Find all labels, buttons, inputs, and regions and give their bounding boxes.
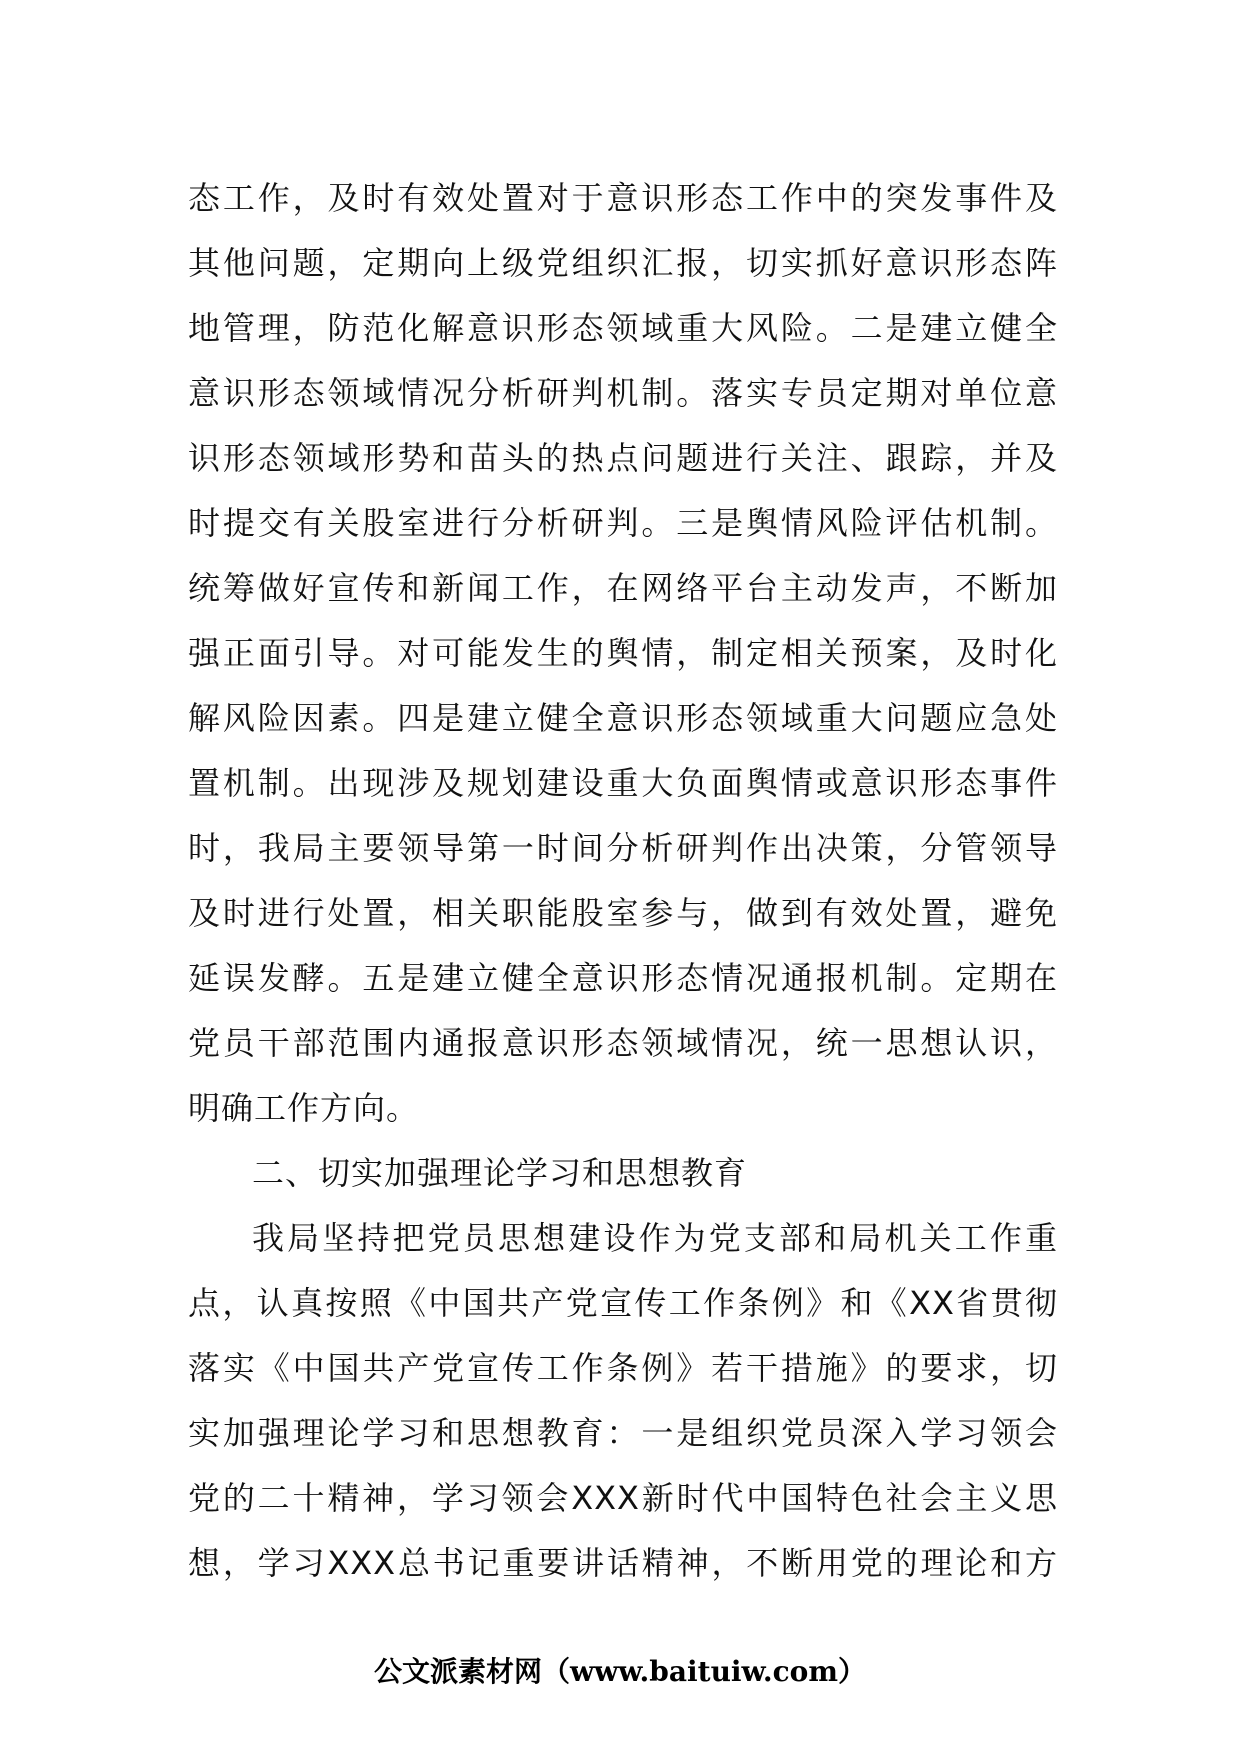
text-line: 强正面引导。对可能发生的舆情，制定相关预案，及时化 <box>188 634 1058 672</box>
text-line: 识形态领域形势和苗头的热点问题进行关注、跟踪，并及 <box>188 439 1058 477</box>
text-line: 延误发酵。五是建立健全意识形态情况通报机制。定期在 <box>188 959 1058 997</box>
text-line: 置机制。出现涉及规划建设重大负面舆情或意识形态事件 <box>188 764 1058 802</box>
section-heading: 二、切实加强理论学习和思想教育 <box>252 1154 748 1192</box>
footer-watermark: 公文派素材网（www.baituiw.com） <box>374 1655 866 1688</box>
text-line: 明确工作方向。 <box>188 1089 420 1127</box>
text-line: 统筹做好宣传和新闻工作，在网络平台主动发声，不断加 <box>188 569 1058 607</box>
text-line: 党员干部范围内通报意识形态领域情况，统一思想认识， <box>188 1024 1058 1062</box>
text-line: 想，学习XXX总书记重要讲话精神，不断用党的理论和方 <box>188 1544 1058 1582</box>
text-line: 意识形态领域情况分析研判机制。落实专员定期对单位意 <box>188 374 1058 412</box>
text-line: 及时进行处置，相关职能股室参与，做到有效处置，避免 <box>188 894 1058 932</box>
text-line: 实加强理论学习和思想教育：一是组织党员深入学习领会 <box>188 1414 1058 1452</box>
text-line: 我局坚持把党员思想建设作为党支部和局机关工作重 <box>252 1219 1058 1257</box>
text-line: 时提交有关股室进行分析研判。三是舆情风险评估机制。 <box>188 504 1058 542</box>
text-line: 解风险因素。四是建立健全意识形态领域重大问题应急处 <box>188 699 1058 737</box>
text-line: 点，认真按照《中国共产党宣传工作条例》和《XX省贯彻 <box>188 1284 1058 1322</box>
text-line: 态工作，及时有效处置对于意识形态工作中的突发事件及 <box>188 179 1058 217</box>
text-line: 落实《中国共产党宣传工作条例》若干措施》的要求，切 <box>188 1349 1058 1387</box>
text-line: 时，我局主要领导第一时间分析研判作出决策，分管领导 <box>188 829 1058 867</box>
text-line: 地管理，防范化解意识形态领域重大风险。二是建立健全 <box>188 309 1058 347</box>
text-line: 党的二十精神，学习领会XXX新时代中国特色社会主义思 <box>188 1479 1058 1517</box>
document-body <box>188 166 1058 1596</box>
text-line: 其他问题，定期向上级党组织汇报，切实抓好意识形态阵 <box>188 244 1058 282</box>
